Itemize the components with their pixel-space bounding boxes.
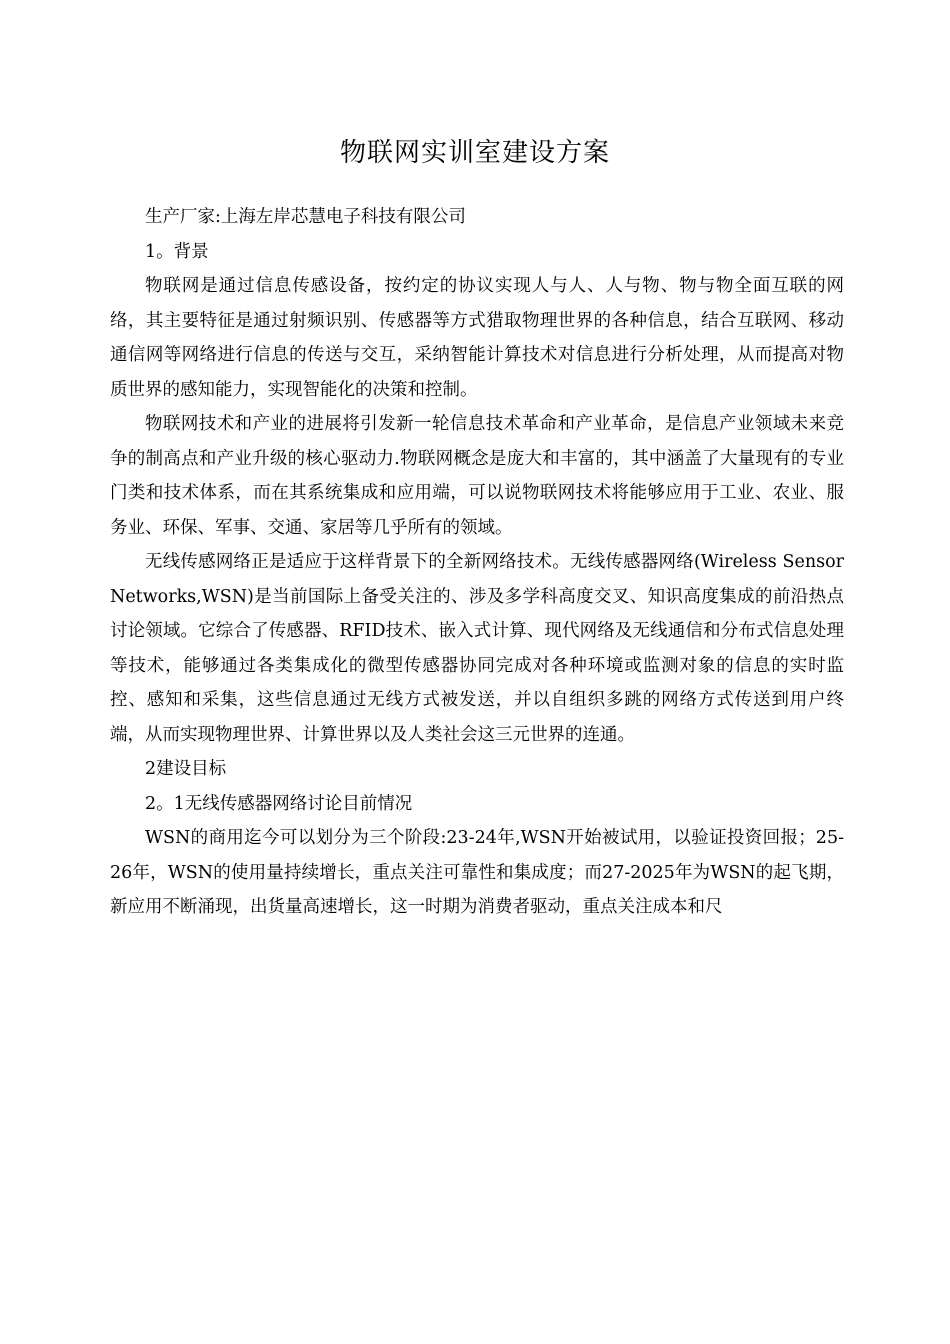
manufacturer-line: 生产厂家:上海左岸芯慧电子科技有限公司 (145, 207, 466, 227)
section-heading-background: 1。背景 (145, 241, 209, 262)
section-heading-goals: 2建设目标 (145, 759, 227, 779)
paragraph: 物联网技术和产业的进展将引发新一轮信息技术革命和产业革命，是信息产业领域未来竞争的制高点和产业升级的核心驱动力.物联网概念是庞大和丰富的，其中涵盖了大量现有的专业门类和技术体系，而在其系统集成和应用端，可以说物联网技术将能够应用于工业、农业、服务业、环保、军事、交通、家居等几乎所有的领域。 (110, 414, 844, 538)
document-title: 物联网实训室建设方案 (339, 138, 610, 168)
paragraph: 无线传感网络正是适应于这样背景下的全新网络技术。无线传感器网络(Wireless Sensor Networks,WSN)是当前国际上备受关注的、涉及多学科高度交叉、知识高度集成的前沿热点讨论领域。它综合了传感器、RFID技术、嵌入式计算、现代网络及无线通信和分布式信息处理等技术，能够通过各类集成化的微型传感器协同完成对各种环境或监测对象的信息的实时监控、感知和采集，这些信息通过无线方式被发送，并以自组织多跳的网络方式传送到用户终端，从而实现物理世界、计算世界以及人类社会这三元世界的连通。 (110, 552, 844, 745)
subsection-heading: 2。1无线传感器网络讨论目前情况 (145, 793, 413, 814)
document-body (110, 200, 844, 925)
paragraph: WSN的商用迄今可以划分为三个阶段:23-24年,WSN开始被试用，以验证投资回报；25-26年，WSN的使用量持续增长，重点关注可靠性和集成度；而27-2025年为WSN的起飞期，新应用不断涌现，出货量高速增长，这一时期为消费者驱动，重点关注成本和尺 (110, 828, 844, 917)
paragraph: 物联网是通过信息传感设备，按约定的协议实现人与人、人与物、物与物全面互联的网络，其主要特征是通过射频识别、传感器等方式猎取物理世界的各种信息，结合互联网、移动通信网等网络进行信息的传送与交互，采纳智能计算技术对信息进行分析处理，从而提高对物质世界的感知能力，实现智能化的决策和控制。 (110, 276, 844, 400)
